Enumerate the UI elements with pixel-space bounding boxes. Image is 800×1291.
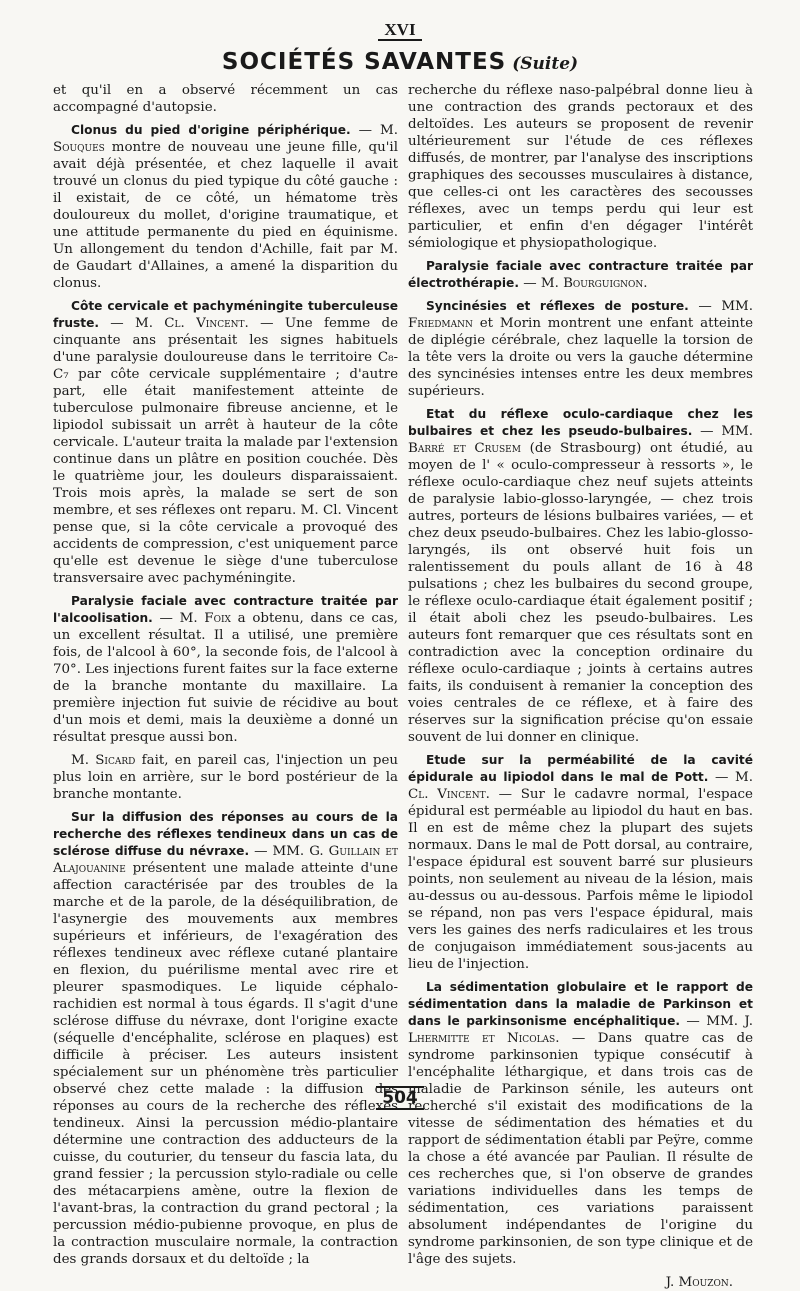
article-oculo-text: (de Strasbourg) ont étudié, au moyen de l' « oculo-compresseur à ressorts », le réflexe oculo-cardiaque chez neuf sujets atteints de paralysie labio-glosso-laryngée, — chez trois autres, porteurs de lésions bulbaires variées, — et chez deux pseudo-bulbaires. Chez les labio-glosso-laryngés, ils ont observé huit fois un ralentissement du pouls allant de 16 à 48 pulsations ; chez les bulbaires du second groupe, le réflexe oculo-cardiaque était également positif ; il était aboli chez les pseudo-bulbaires. Les auteurs font remarquer que ces résultats sont en contradiction avec la conception ordinaire du réflexe oculo-cardiaque ; joints à certains autres faits, ils conduisent à remanier la conception des voies centrales de ce réflexe, et à faire des réserves sur la signification précise qu'on essaie souvent de lui donner en clinique. — [408, 441, 754, 745]
article-diffusion: Sur la diffusion des réponses au cours de la recherche des réflexes tendineux dans un cas de sclérose diffuse du névraxe. — MM. G. Guillain et Alajouanine présentent une malade atteinte d'une affection caractérisée par des troubles de la marche et de la parole, de la déséquilibration, de l'asynergie des mouvements aux membres supérieurs et inférieurs, de l'exagération des réflexes tendineux avec réflexe cutané plantaire en flexion, du puérilisme mental avec rire et pleurer spasmodiques. Le liquide céphalo-rachidien est normal à tous égards. Il s'agit d'une sclérose diffuse du névraxe, dont l'origine exacte (séquelle d'encéphalite, sclérose en plaques) est difficile à préciser. Les auteurs insistent spécialement sur un phénomène très particulier observé chez cette malade : la diffusion des réponses au cours de la recherche des réflexes tendineux. Ainsi la percussion médio-plantaire détermine une contraction des adducteurs de la cuisse, du couturier, du tenseur du fascia lata, du grand fessier ; la percussion stylo-radiale ou celle des métacarpiens amène, outre la flexion de l'avant-bras, la contraction du grand pectoral ; la percussion médio-pubienne provoque, en plus de la contraction musculaire normale, la contraction des grands dorsaux et du deltoïde ; la — [53, 810, 398, 1267]
article-electro-heading: Paralysie faciale avec contracture traitée par électrothérapie. — [408, 259, 753, 290]
running-title-text: SOCIÉTÉS SAVANTES — [221, 49, 507, 75]
article-cote-cervicale: Côte cervicale et pachyméningite tuberculeuse fruste. — M. Cl. Vincent. — Une femme de cinquante ans présentait les signes habituels d'une paralysie douloureuse dans le territoire C₈-C₇ par côte cervicale supplémentaire ; d'autre part, elle était manifestement atteinte de tuberculose pulmonaire fibreuse ancienne, et le lipiodol subissait un arrêt à hauteur de la côte cervicale. L'auteur traita la malade par l'extension continue dans un plâtre en position couchée. Dès le quatrième jour, les douleurs disparaissaient. Trois mois après, la malade se sert de son membre, et ses réflexes ont reparu. M. Cl. Vincent pense que, si la côte cervicale a provoqué des accidents de compression, c'est uniquement parce qu'elle est devenue le siège d'une tuberculose transversaire avec pachyméningite. — [53, 299, 399, 586]
running-title-suite: (Suite) — [512, 54, 579, 74]
article-sicard-author: M. Sicard — [71, 753, 136, 768]
signature: J. Mouzon. — [665, 1275, 733, 1290]
article-sedimentation-author: MM. J. Lhermitte et Nicolas. — [408, 1014, 753, 1046]
right-continuation: recherche du réflexe naso-palpébral donne lieu à une contraction des grands pectoraux et des deltoïdes. Les auteurs se proposent de revenir ultérieurement sur l'étude de ces réflexes diffusés, de montrer, par l'analyse des inscriptions graphiques des secousses musculaires à distance, que celles-ci ont les caractères des secousses réflexes, avec un temps perdu qui leur est particulier, et enfin d'en dégager l'intérêt sémiologique et physiopathologique. — [408, 83, 753, 251]
page-number — [0, 1088, 800, 1108]
article-oculo-author: MM. Barré et Crusem — [408, 424, 754, 456]
article-epidurale: Etude sur la perméabilité de la cavité épidurale au lipiodol dans le mal de Pott. — M. Cl. Vincent. — Sur le cadavre normal, l'espace épidural est perméable au lipiodol du haut en bas. Il en est de même chez la plupart des sujets normaux. Dans le mal de Pott dorsal, au contraire, l'espace épidural est souvent barré sur plusieurs points, non seulement au niveau de la lésion, mais au-dessus ou au-dessous. Parfois même le lipiodol se répand, non pas vers l'espace épidural, mais vers les gaines des nerfs radiculaires et les trous de conjugaison immédiatement sous-jacents au lieu de l'injection. — [408, 753, 753, 972]
article-syncinesies-author: MM. Friedmann — [408, 299, 754, 331]
left-continuation: et qu'il en a observé récemment un cas accompagné d'autopsie. — [53, 83, 398, 115]
article-electrotherapie: Paralysie faciale avec contracture traitée par électrothérapie. — M. Bourguignon. — [408, 259, 753, 291]
article-clonus: Clonus du pied d'origine périphérique. — M. Souques montre de nouveau une jeune fille, qu'il avait déjà présentée, et chez laquelle il avait trouvé un clonus du pied typique du côté gauche : il existait, de ce côté, un hématome très douloureux du mollet, d'origine traumatique, et une attitude permanente du pied en équinisme. Un allongement du tendon d'Achille, fait par M. de Gaudart d'Allaines, a amené la disparition du clonus. — [53, 123, 399, 291]
article-syncinesies-text: et Morin montrent une enfant atteinte de diplégie cérébrale, chez laquelle la torsion de la tête vers la droite ou vers la gauche détermine des syncinésies intenses entre les deux membres supérieurs. — [408, 316, 753, 399]
article-cote-text: Une femme de cinquante ans présentait les signes habituels d'une paralysie douloureuse dans le territoire C₈-C₇ par côte cervicale supplémentaire ; d'autre part, elle était manifestement atteinte de tuberculose pulmonaire fibreuse ancienne, et le lipiodol subissait un arrêt à hauteur de la côte cervicale. L'auteur traita la malade par l'extension continue dans un plâtre en position couchée. Dès le quatrième jour, les douleurs disparaissaient. Trois mois après, la malade se sert de son membre, et ses réflexes ont reparu. M. Cl. Vincent pense que, si la côte cervicale a provoqué des accidents de compression, c'est uniquement parce qu'elle est devenue le siège d'une tuberculose transversaire avec pachyméningite. — [53, 316, 399, 586]
article-clonus-heading: Clonus du pied d'origine périphérique. — [71, 123, 351, 137]
page-number-roman-text: XVI — [378, 20, 421, 41]
article-cote-heading: Côte cervicale et pachyméningite tuberculeuse fruste. — [53, 299, 398, 330]
article-epidurale-author: M. Cl. Vincent. — [408, 770, 753, 802]
article-oculo-cardiaque: Etat du réflexe oculo-cardiaque chez les bulbaires et chez les pseudo-bulbaires. — MM. Barré et Crusem (de Strasbourg) ont étudié, au moyen de l' « oculo-compresseur à ressorts », le réflexe oculo-cardiaque chez neuf sujets atteints de paralysie labio-glosso-laryngée, — chez trois autres, porteurs de lésions bulbaires variées, — et chez deux pseudo-bulbaires. Chez les labio-glosso-laryngés, ils ont observé huit fois un ralentissement du pouls allant de 16 à 48 pulsations ; chez les bulbaires du second groupe, le réflexe oculo-cardiaque était également positif ; il était aboli chez les pseudo-bulbaires. Les auteurs font remarquer que ces résultats sont en contradiction avec la conception ordinaire du réflexe oculo-cardiaque ; joints à certains autres faits, ils conduisent à remanier la conception des voies centrales de ce réflexe, et à faire des réserves sur la signification précise qu'on essaie souvent de lui donner en clinique. — [408, 407, 754, 745]
article-clonus-text: montre de nouveau une jeune fille, qu'il avait déjà présentée, et chez laquelle il avait trouvé un clonus du pied typique du côté gauche : il existait, de ce côté, un hématome très douloureux du mollet, d'origine traumatique, et une attitude permanente du pied en équinisme. Un allongement du tendon d'Achille, fait par M. de Gaudart d'Allaines, a amené la disparition du clonus. — [53, 140, 398, 291]
article-sicard-text: fait, en pareil cas, l'injection un peu plus loin en arrière, sur le bord postérieur de la branche montante. — [53, 753, 398, 802]
article-alcool-text: a obtenu, dans ce cas, un excellent résultat. Il a utilisé, une première fois, de l'alcool à 60°, la seconde fois, de l'alcool à 70°. Les injections furent faites sur la face externe de la branche montante du maxillaire. La première injection fut suivie de récidive au bout d'un mois et demi, mais la deuxième a donné un résultat presque aussi bon. — [53, 611, 399, 745]
article-sedimentation-text: Dans quatre cas de syndrome parkinsonien typique consécutif à l'encéphalite léthargique, et dans trois cas de maladie de Parkinson sénile, les auteurs ont recherché s'il existait des modifications de la vitesse de sédimentation des hématies et du rapport de sédimentation établi par Peÿre, comme la chose a été avancée par Paulian. Il résulte de ces recherches que, si l'on observe de grandes variations individuelles dans les temps de sédimentation, ces variations paraissent absolument indépendantes de l'origine du syndrome parkinsonien, de son type clinique et de l'âge des sujets. — [408, 1031, 754, 1267]
article-diffusion-text: présentent une malade atteinte d'une affection caractérisée par des troubles de la marche et de la parole, de la déséquilibration, de l'asynergie des mouvements aux membres supérieurs et inférieurs, de l'exagération des réflexes tendineux avec réflexe cutané plantaire en flexion, du puérilisme mental avec rire et pleurer spasmodiques. Le liquide céphalo-rachidien est normal à tous égards. Il s'agit d'une sclérose diffuse du névraxe, dont l'origine exacte (séquelle d'encéphalite, sclérose en plaques) est difficile à préciser. Les auteurs insistent spécialement sur un phénomène très particulier observé chez cette malade : la diffusion des réponses au cours de la recherche des réflexes tendineux. Ainsi la percussion médio-plantaire détermine une contraction des adducteurs de la cuisse, du couturier, du tenseur du fascia lata, du grand fessier ; la percussion stylo-radiale ou celle des métacarpiens amène, outre la flexion de l'avant-bras, la contraction du grand pectoral ; la percussion médio-pubienne provoque, en plus de la contraction musculaire normale, la contraction des grands dorsaux et du deltoïde ; la — [53, 861, 398, 1267]
article-epidurale-heading: Etude sur la perméabilité de la cavité épidurale au lipiodol dans le mal de Pott. — [408, 753, 753, 784]
page-number-roman — [0, 20, 800, 40]
article-alcool-author: M. Foix — [179, 611, 231, 626]
page-number-text: 504 — [376, 1086, 424, 1110]
article-alcool-heading: Paralysie faciale avec contracture traitée par l'alcoolisation. — [53, 594, 398, 625]
article-diffusion-author: MM. G. Guillain et Alajouanine — [53, 844, 398, 876]
article-alcool-sicard — [53, 752, 398, 803]
article-paralysie-alcool: Paralysie faciale avec contracture traitée par l'alcoolisation. — M. Foix a obtenu, dans ce cas, un excellent résultat. Il a utilisé, une première fois, de l'alcool à 60°, la seconde fois, de l'alcool à 70°. Les injections furent faites sur la face externe de la branche montante du maxillaire. La première injection fut suivie de récidive au bout d'un mois et demi, mais la deuxième a donné un résultat presque aussi bon. — [53, 594, 399, 745]
right-column — [408, 82, 754, 1290]
article-sedimentation: La sédimentation globulaire et le rapport de sédimentation dans la maladie de Parkinson et dans le parkinsonisme encéphalitique. — MM. J. Lhermitte et Nicolas. — Dans quatre cas de syndrome parkinsonien typique consécutif à l'encéphalite léthargique, et dans trois cas de maladie de Parkinson sénile, les auteurs ont recherché s'il existait des modifications de la vitesse de sédimentation des hématies et du rapport de sédimentation établi par Peÿre, comme la chose a été avancée par Paulian. Il résulte de ces recherches que, si l'on observe de grandes variations individuelles dans les temps de sédimentation, ces variations paraissent absolument indépendantes de l'origine du syndrome parkinsonien, de son type clinique et de l'âge des sujets. — [408, 980, 754, 1267]
article-clonus-author: M. Souques — [53, 123, 399, 155]
running-title — [0, 49, 800, 75]
article-syncinesies-heading: Syncinésies et réflexes de posture. — [426, 299, 689, 313]
article-diffusion-heading: Sur la diffusion des réponses au cours de la recherche des réflexes tendineux dans un cas de sclérose diffuse du névraxe. — [53, 810, 398, 858]
article-cote-author: M. Cl. Vincent. — [135, 316, 249, 331]
article-oculo-heading: Etat du réflexe oculo-cardiaque chez les bulbaires et chez les pseudo-bulbaires. — [408, 407, 753, 438]
article-epidurale-text: Sur le cadavre normal, l'espace épidural est perméable au lipiodol du haut en bas. Il en est de même chez la plupart des sujets normaux. Dans le mal de Pott dorsal, au contraire, l'espace épidural est souvent barré sur plusieurs points, non seulement au niveau de la lésion, mais au-dessus ou au-dessous. Parfois même le lipiodol se répand, non pas vers l'espace épidural, mais vers les gaines des nerfs radiculaires et les trous de conjugaison immédiatement sous-jacents au lieu de l'injection. — [408, 787, 753, 972]
article-sedimentation-heading: La sédimentation globulaire et le rapport de sédimentation dans la maladie de Parkinson et dans le parkinsonisme encéphalitique. — [408, 980, 753, 1028]
article-syncinesies: Syncinésies et réflexes de posture. — MM. Friedmann et Morin montrent une enfant atteinte de diplégie cérébrale, chez laquelle la torsion de la tête vers la droite ou vers la gauche détermine des syncinésies intenses entre les deux membres supérieurs. — [408, 299, 754, 399]
article-electro-author: M. Bourguignon. — [540, 276, 648, 291]
left-column — [53, 82, 399, 1267]
